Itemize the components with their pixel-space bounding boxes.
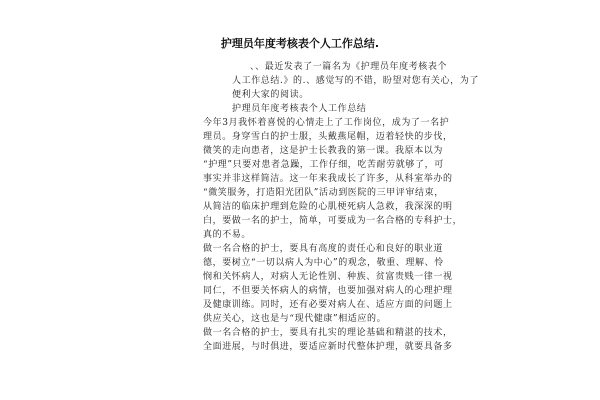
text-line: 理员。身穿雪白的护士服，头戴燕尾帽，迈着轻快的步伐， — [203, 132, 453, 142]
text-line: 、、最近发表了一篇名为《护理员年度考核表个 — [250, 62, 448, 72]
document-title: 护理员年度考核表个人工作总结. — [220, 37, 380, 50]
text-line: 真的不易。 — [203, 230, 252, 240]
text-line: 便利大家的阅读。 — [232, 90, 309, 100]
text-line: 今年3月我怀着喜悦的心情走上了工作岗位，成为了一名护 — [203, 118, 450, 128]
text-line: 及健康训练。同时，还有必要对病人在、适应方面的问题上 — [203, 300, 453, 310]
text-line: 做一名合格的护士，要具有高度的责任心和良好的职业道 — [203, 244, 444, 254]
text-line: 人工作总结.》的.、感觉写的不错，盼望对您有关心，为了 — [232, 76, 479, 86]
text-line: 微笑的走向患者，这是护士长教我的第一课。我原本以为 — [203, 146, 444, 156]
text-line: 事实并非这样简洁。这一年来我成长了许多，从科室举办的 — [203, 174, 453, 184]
text-line: 白，要做一名的护士，简单，可要成为一名合格的专科护士， — [203, 216, 463, 226]
text-line: 德，要树立“一切以病人为中心”的观念，敬重、理解、怜 — [203, 258, 444, 268]
text-line: 护理员年度考核表个人工作总结 — [232, 104, 367, 114]
text-line: 供应关心，这也是与“现代健康”相适应的。 — [203, 314, 387, 324]
text-line: 从简洁的临床护理到危险的心肌梗死病人急救，我深深的明 — [203, 202, 453, 212]
text-line: 做一名合格的护士，要具有扎实的理论基础和精湛的技术， — [203, 328, 453, 338]
text-line: “微笑服务，打造阳光团队”活动到医院的三甲评审结束， — [203, 188, 444, 198]
text-line: 全面进展，与时俱进，要适应新时代整体护理，就要具备多 — [203, 342, 453, 352]
text-line: 悯和关怀病人，对病人无论性别、种族、贫富贵贱一律一视 — [203, 272, 453, 282]
text-line: “护理”只要对患者急躁，工作仔细，吃苦耐劳就够了，可 — [203, 160, 444, 170]
text-line: 同仁，不但要关怀病人的病情，也要加强对病人的心理护理 — [203, 286, 453, 296]
